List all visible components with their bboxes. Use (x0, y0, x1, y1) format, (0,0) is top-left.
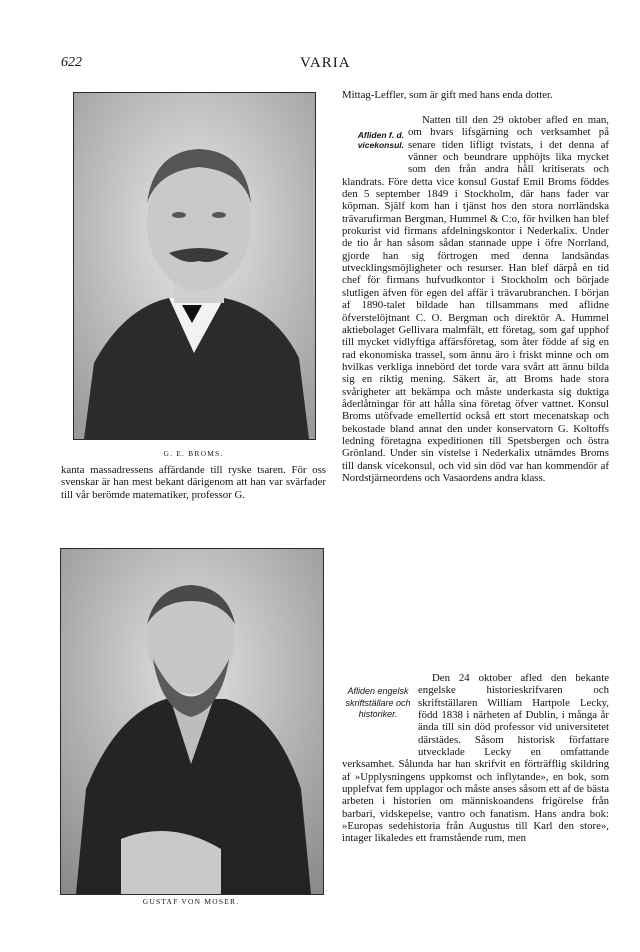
page-number: 622 (61, 55, 82, 70)
left-paragraph: kanta massadressens affärdande till ryske tsaren. För oss svenskar är han mest bekant därigenom att han var svärfader till vår berömde matematiker, professor G. (61, 464, 326, 501)
margin-note-broms-line1: Afliden f. d. (357, 130, 404, 140)
portrait-moser-image (61, 549, 323, 894)
margin-note-broms-line2: vicekonsul. (357, 140, 404, 150)
running-title: VARIA (300, 55, 351, 71)
lecky-article (342, 672, 609, 845)
right-column (342, 89, 609, 101)
margin-note-lecky: Afliden engelsk skriftställare och historiker. (345, 686, 411, 719)
left-text (61, 464, 326, 501)
paragraph-broms: Natten till den 29 oktober afled en man, om hvars lifsgärning och verksamhet på senare tiden lifligt tvistats, i det denna af vänner och beundrare upphöjts lika mycket som den från andra håll kritiserats och klandrats. Före detta vice konsul Gustaf Emil Broms föddes den 5 september 1849 i Stockholm, där hans fader var köpman. Själf kom han i tjänst hos den stora norrländska trävarufirman Bergman, Hummel & C:o, för hvilken han blef prokurist vid firmans afdelningskontor i Nederkalix. Under de tio år han såsom sådan stannade uppe i öfre Norrland, gjorde han sig förtrogen med denna landsändas utvecklingsmöjligheter och resurser. Han blef därpå en tid chef för firmans hufvudkontor i Stockholm och började slutligen äfven för egen del affär i trävarubranchen. I början af 1890-talet bildade han tillsammans med aflidne öfverstelöjtnant C. O. Bergman och direktör A. Hummel aktiebolaget Gellivara malmfält, ett företag, som gaf upphof till mycket vidlyftiga affärsföretag, som åter födde af sig en rad ekonomiska trassel, som ännu äro i friskt minne och om hvilkas verkliga innebörd det torde vara svårt att ännu bilda sig en riktig mening. Säkert är, att Broms hade stora svårigheter att bekämpa och måste underkasta sig duktiga åderlåtningar för att hålla sina företag öfver vattnet. Konsul Broms utöfvade emellertid också ett stort mecenatskap och bekostade bland annat den under konservatorn G. Koltoffs ledning företagna expeditionen till Spetsbergen och östra Grönland. Under sin vistelse i Nederkalix utnämdes Broms till dansk vicekonsul, och vid sin död var han kommendör af Nordstjärneordens och Vasaordens andra klass. (342, 114, 609, 484)
portrait-moser (60, 548, 324, 895)
paragraph-lecky: Den 24 oktober afled den bekante engelske historieskrifvaren och skriftställaren William Hartpole Lecky, född 1838 i närheten af Dublin, i många år ända till sin död professor vid universitetet därstädes. Såsom historisk författare utvecklade Lecky en omfattande verksamhet. Sålunda har han skrifvit en förträfflig skildring af »Upplysningens uppkomst och inflytande», en bok, som upplefvat fem upplagor och måste anses såsom ett af de bästa arbeten i historien om människoandens frigörelse från barbari, vidskepelse, vantro och fanatism. Hans andra bok: »Europas sedehistoria från Augustus till Karl den store», intager likaledes ett framstående rum, men (342, 672, 609, 845)
portrait-broms (73, 92, 316, 440)
caption-broms: G. E. BROMS. (163, 449, 224, 458)
paragraph-continuation: Mittag-Leffler, som är gift med hans endа dotter. (342, 89, 553, 101)
broms-article (342, 114, 609, 484)
caption-moser: GUSTAF VON MOSER. (142, 897, 240, 906)
portrait-broms-image (74, 93, 315, 439)
